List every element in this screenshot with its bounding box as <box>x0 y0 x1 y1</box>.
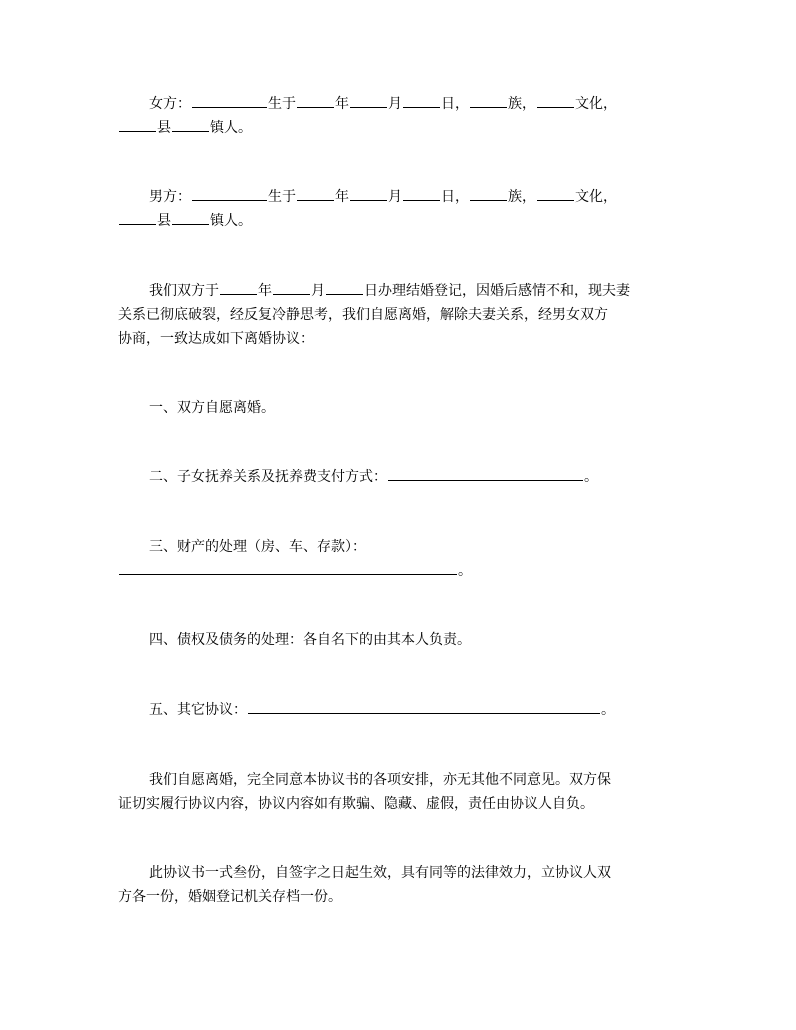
marriage-day-blank[interactable] <box>326 280 363 295</box>
female-info-line-2 <box>118 116 678 140</box>
closing-paragraph-2 <box>118 861 678 909</box>
male-month-label: 月 <box>388 189 402 205</box>
intro-day-rest: 日办理结婚登记，因婚后感情不和，现夫妻 <box>364 283 630 299</box>
closing1-line-1: 我们自愿离婚，完全同意本协议书的各项安排，亦无其他不同意见。双方保 <box>149 772 611 788</box>
male-day-label: 日， <box>441 189 469 205</box>
female-day-blank[interactable] <box>403 93 440 108</box>
female-ethnic-label: 族， <box>508 96 536 112</box>
male-info-paragraph <box>118 185 678 233</box>
item-four-text: 四、债权及债务的处理：各自名下的由其本人负责。 <box>149 632 471 648</box>
female-culture-label: 文化， <box>575 96 617 112</box>
item-three-line-2 <box>118 559 678 583</box>
item-five-end: 。 <box>601 702 615 718</box>
male-town-blank[interactable] <box>172 210 209 225</box>
item-one-paragraph <box>118 396 678 420</box>
item-four-paragraph <box>118 628 678 652</box>
male-info-line-2 <box>118 209 678 233</box>
female-town-blank[interactable] <box>172 117 209 132</box>
male-name-blank[interactable] <box>192 186 267 201</box>
female-label: 女方： <box>149 96 191 112</box>
female-county-blank[interactable] <box>119 117 156 132</box>
marriage-year-blank[interactable] <box>220 280 257 295</box>
male-year-label: 年 <box>335 189 349 205</box>
other-agreement-blank[interactable] <box>248 699 600 714</box>
item-five-text: 五、其它协议： <box>149 702 247 718</box>
intro-month-label: 月 <box>311 283 325 299</box>
male-year-blank[interactable] <box>297 186 334 201</box>
item-three-text: 三、财产的处理（房、车、存款）： <box>149 539 366 555</box>
male-month-blank[interactable] <box>350 186 387 201</box>
item-two-text: 二、子女抚养关系及抚养费支付方式： <box>149 469 387 485</box>
female-culture-blank[interactable] <box>537 93 574 108</box>
intro-line-2: 关系已彻底破裂，经反复冷静思考，我们自愿离婚，解除夫妻关系，经男女双方 <box>118 307 608 323</box>
intro-paragraph <box>118 279 678 351</box>
item-three-paragraph <box>118 535 678 583</box>
closing1-line-2: 证切实履行协议内容，协议内容如有欺骗、隐藏、虚假，责任由协议人自负。 <box>118 796 594 812</box>
item-five-line <box>118 698 678 722</box>
male-county-label: 县 <box>157 213 171 229</box>
closing2-line-1: 此协议书一式叁份，自签字之日起生效，具有同等的法律效力，立协议人双 <box>149 865 611 881</box>
male-county-blank[interactable] <box>119 210 156 225</box>
male-culture-blank[interactable] <box>537 186 574 201</box>
female-born-label: 生于 <box>268 96 296 112</box>
marriage-month-blank[interactable] <box>273 280 310 295</box>
item-three-end: 。 <box>458 563 472 579</box>
item-five-paragraph <box>118 698 678 722</box>
male-label: 男方： <box>149 189 191 205</box>
closing-paragraph-1 <box>118 768 678 816</box>
female-year-blank[interactable] <box>297 93 334 108</box>
male-day-blank[interactable] <box>403 186 440 201</box>
intro-line-3: 协商，一致达成如下离婚协议： <box>118 331 314 347</box>
female-name-blank[interactable] <box>192 93 267 108</box>
female-county-label: 县 <box>157 120 171 136</box>
item-two-end: 。 <box>584 469 598 485</box>
intro-year-label: 年 <box>258 283 272 299</box>
property-division-blank[interactable] <box>119 560 457 575</box>
female-info-line-1 <box>118 92 678 116</box>
item-two-line <box>118 465 678 489</box>
male-town-label: 镇人。 <box>210 213 252 229</box>
intro-text-start: 我们双方于 <box>149 283 219 299</box>
female-month-label: 月 <box>388 96 402 112</box>
female-town-label: 镇人。 <box>210 120 252 136</box>
male-born-label: 生于 <box>268 189 296 205</box>
male-culture-label: 文化， <box>575 189 617 205</box>
male-ethnic-label: 族， <box>508 189 536 205</box>
female-info-paragraph <box>118 92 678 140</box>
closing2-line-2: 方各一份，婚姻登记机关存档一份。 <box>118 889 342 905</box>
item-two-paragraph <box>118 465 678 489</box>
child-support-blank[interactable] <box>388 466 583 481</box>
male-ethnic-blank[interactable] <box>470 186 507 201</box>
male-info-line-1 <box>118 185 678 209</box>
female-day-label: 日， <box>441 96 469 112</box>
item-one-text: 一、双方自愿离婚。 <box>149 400 275 416</box>
intro-line-1 <box>118 279 678 303</box>
female-month-blank[interactable] <box>350 93 387 108</box>
female-year-label: 年 <box>335 96 349 112</box>
female-ethnic-blank[interactable] <box>470 93 507 108</box>
